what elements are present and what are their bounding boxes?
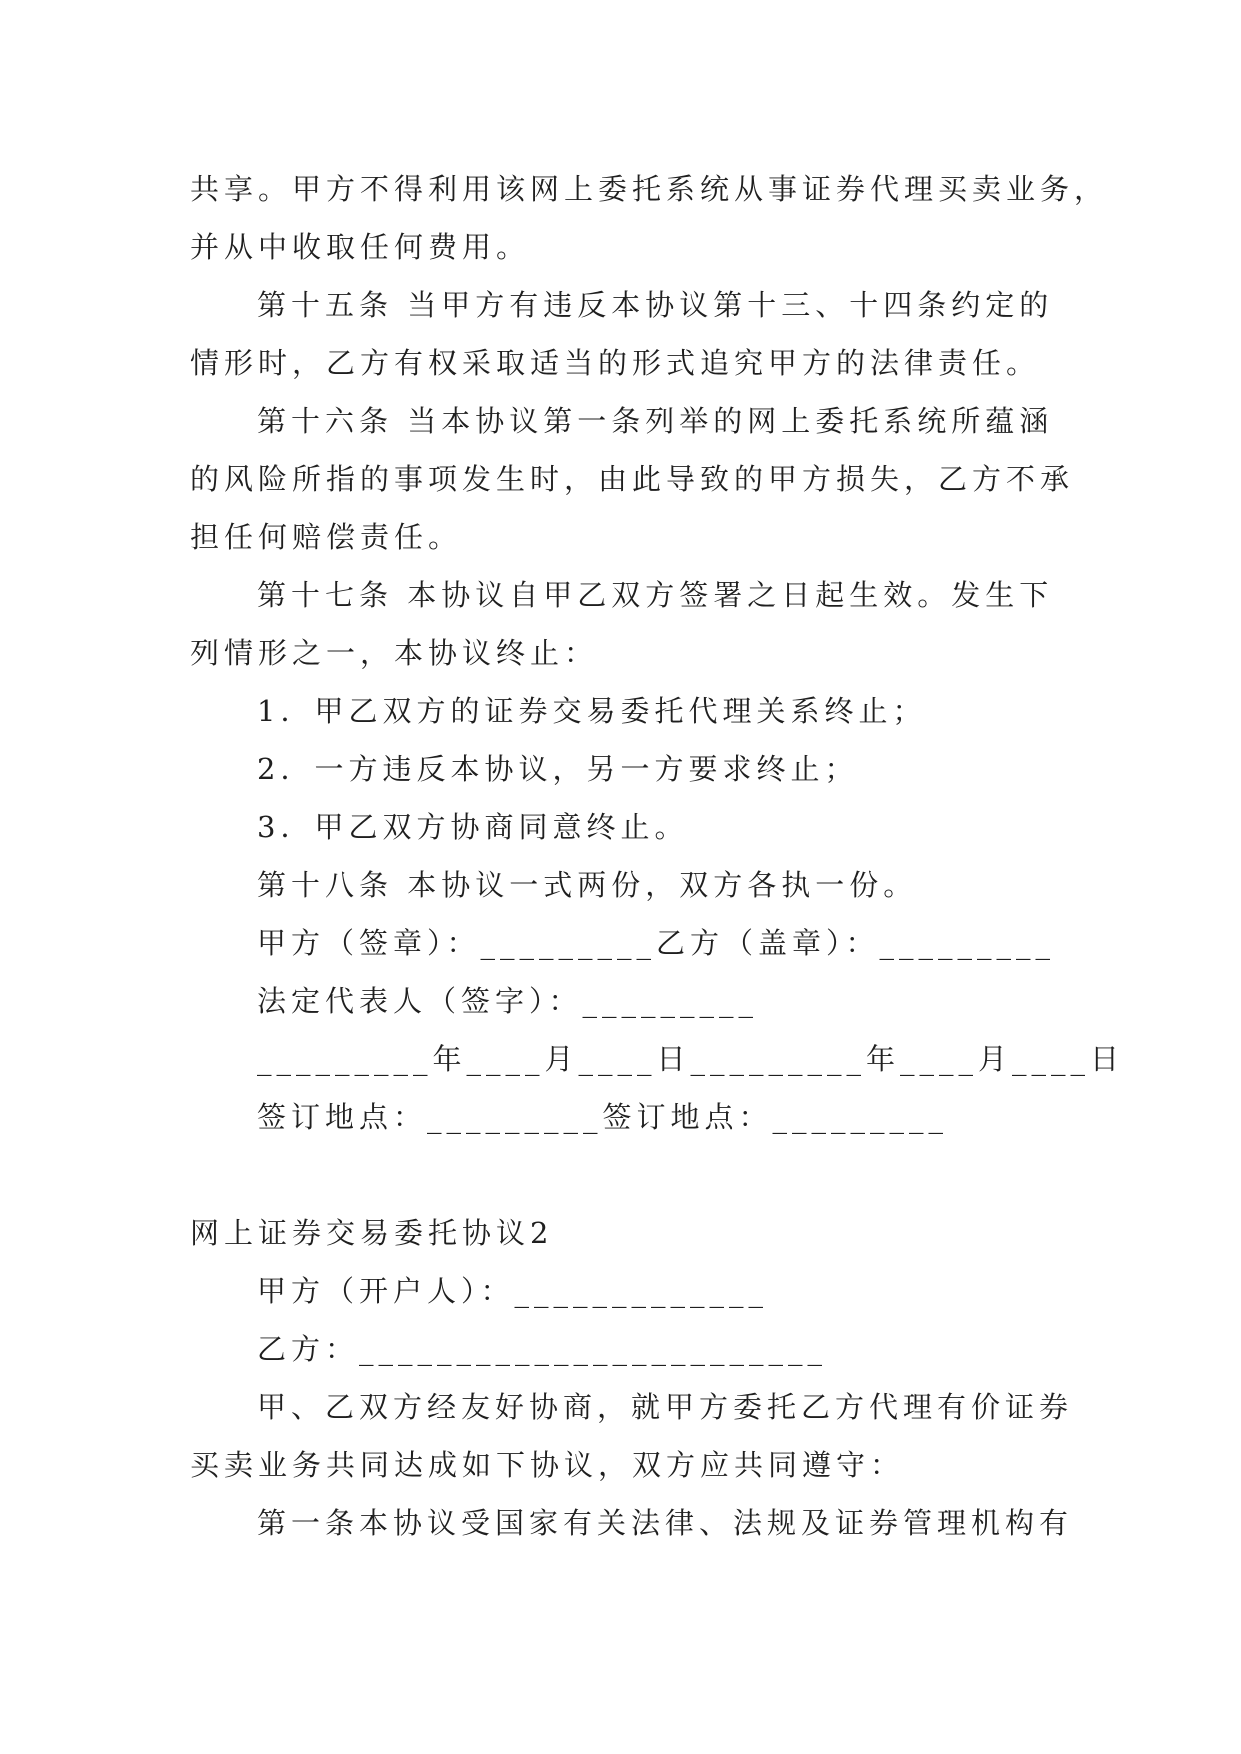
document-line: 共享。甲方不得利用该网上委托系统从事证券代理买卖业务， <box>190 172 1109 206</box>
document-line: 乙方：________________________ <box>257 1332 828 1366</box>
document-line: 第十五条 当甲方有违反本协议第十三、十四条约定的 <box>257 288 1054 322</box>
document-line: 第十八条 本协议一式两份，双方各执一份。 <box>257 868 918 902</box>
document-line: _________年____月____日_________年____月____日 <box>257 1042 1125 1076</box>
document-line: 买卖业务共同达成如下协议，双方应共同遵守： <box>190 1448 905 1482</box>
document-line: 甲方（开户人）：_____________ <box>257 1274 769 1308</box>
document-line: 甲、乙双方经友好协商，就甲方委托乙方代理有价证券 <box>257 1390 1074 1424</box>
document-line: 第一条本协议受国家有关法律、法规及证券管理机构有 <box>257 1506 1074 1540</box>
document-line: 列情形之一，本协议终止： <box>190 636 599 670</box>
document-line: 第十六条 当本协议第一条列举的网上委托系统所蕴涵 <box>257 404 1054 438</box>
document-line: 法定代表人（签字）：_________ <box>257 984 759 1018</box>
document-line: 3．甲乙双方协商同意终止。 <box>257 810 689 844</box>
document-line: 的风险所指的事项发生时，由此导致的甲方损失，乙方不承 <box>190 462 1075 496</box>
document-line: 担任何赔偿责任。 <box>190 520 463 554</box>
document-line: 签订地点：_________签订地点：_________ <box>257 1100 949 1134</box>
document-line: 2．一方违反本协议，另一方要求终止； <box>257 752 859 786</box>
document-line: 1．甲乙双方的证券交易委托代理关系终止； <box>257 694 927 728</box>
document-line: 情形时，乙方有权采取适当的形式追究甲方的法律责任。 <box>190 346 1041 380</box>
document-body <box>190 160 1125 1552</box>
document-line: 甲方（签章）：_________乙方（盖章）：_________ <box>257 926 1056 960</box>
blank-line <box>190 1146 1070 1204</box>
document-line: 并从中收取任何费用。 <box>190 230 531 264</box>
document-line: 网上证券交易委托协议2 <box>190 1216 554 1250</box>
document-line: 第十七条 本协议自甲乙双方签署之日起生效。发生下 <box>257 578 1054 612</box>
